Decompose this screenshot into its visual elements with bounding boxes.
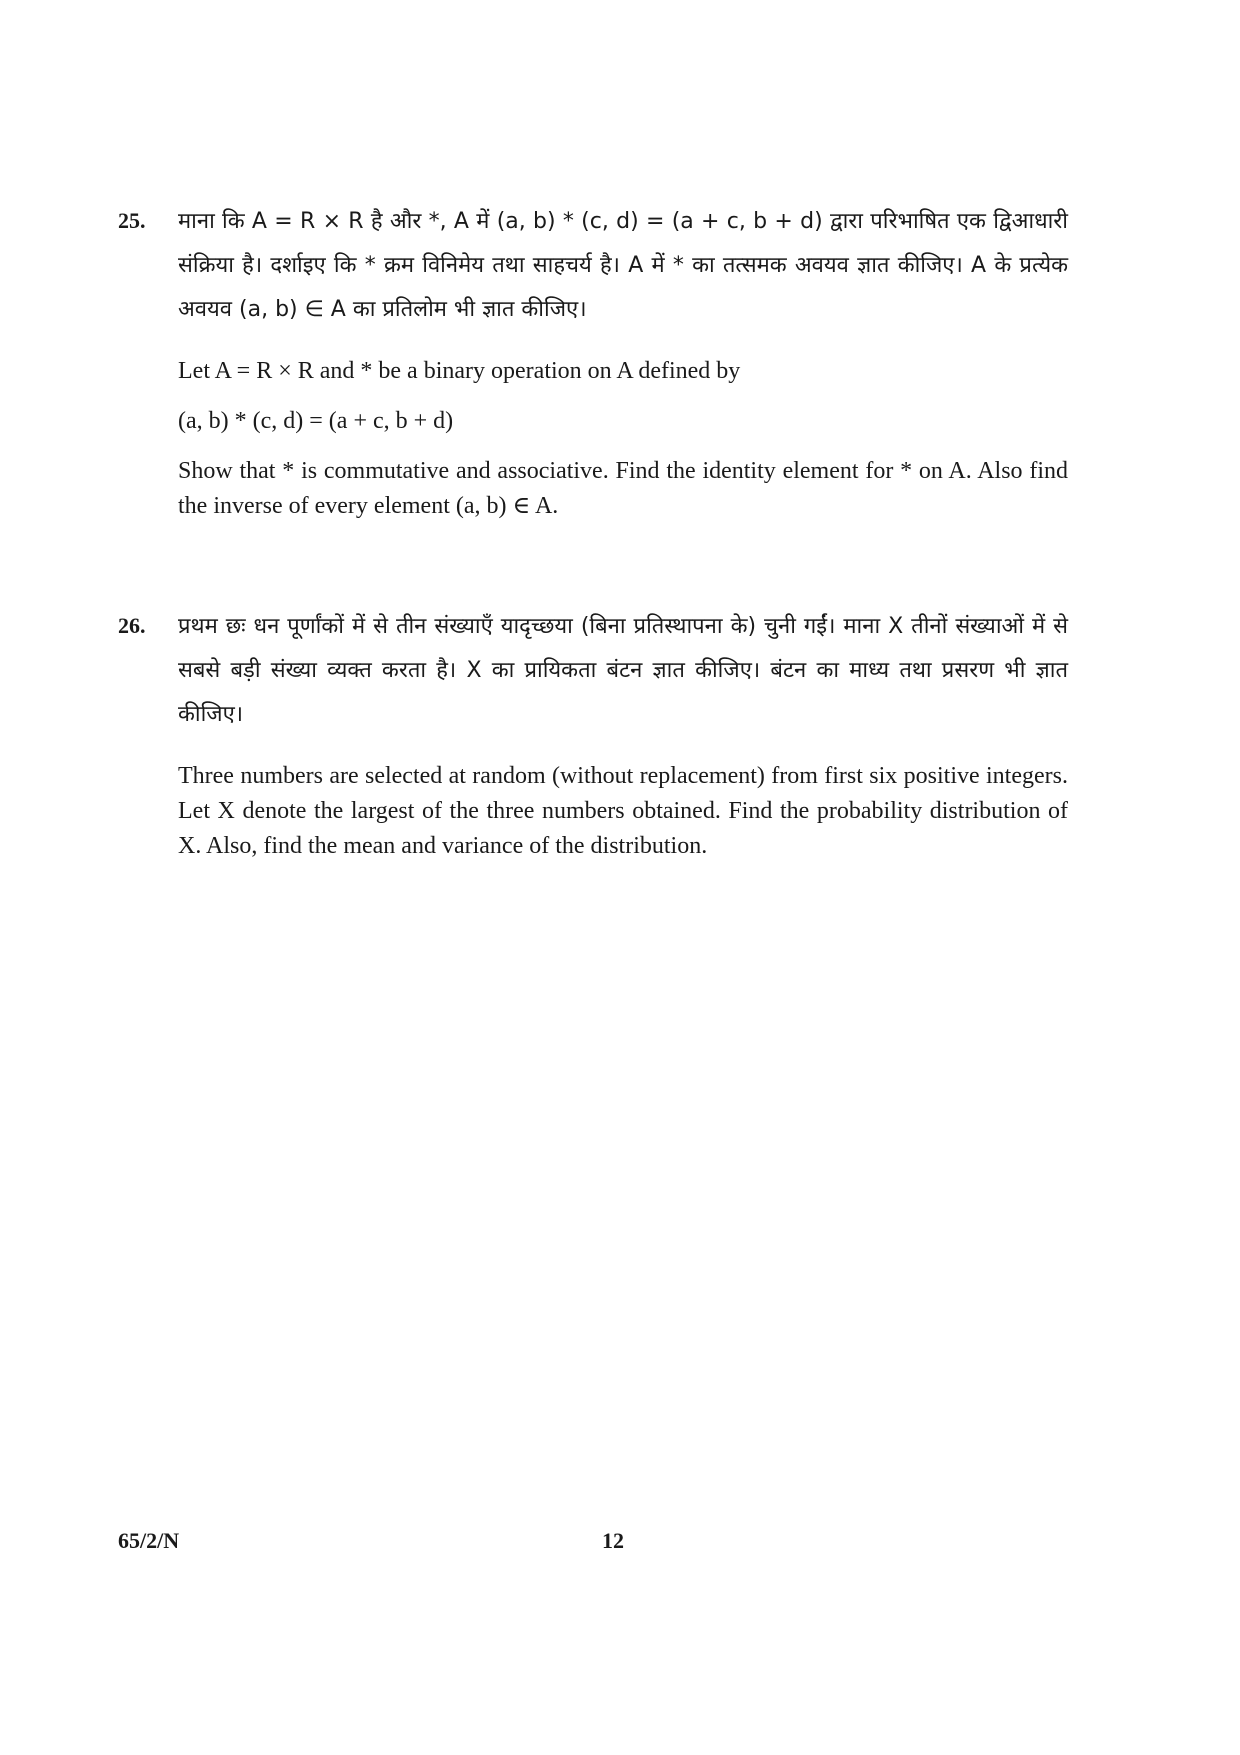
- question-26: [118, 605, 1078, 879]
- question-text-hindi: माना कि A = R × R है और *, A में (a, b) * (c, d) = (a + c, b + d) द्वारा परिभाषित एक द्विआधारी संक्रिया है। दर्शाइए कि * क्रम विनिमेय तथा साहचर्य है। A में * का तत्समक अवयव ज्ञात कीजिए। A के प्रत्येक अवयव (a, b) ∈ A का प्रतिलोम भी ज्ञात कीजिए।: [178, 209, 1068, 322]
- question-body: [178, 200, 1068, 524]
- question-text-english: Three numbers are selected at random (without replacement) from first six positive integers. Let X denote the largest of the three numbers obtained. Find the probability distribution of X. Also, find the mean and variance of the distribution.: [178, 763, 1068, 859]
- paper-code: 65/2/N: [118, 1528, 180, 1553]
- question-number: 25.: [118, 208, 146, 233]
- operation-definition: (a, b) * (c, d) = (a + c, b + d): [178, 408, 454, 434]
- question-text-hindi: प्रथम छः धन पूर्णांकों में से तीन संख्याएँ यादृच्छया (बिना प्रतिस्थापना के) चुनी गईं। माना X तीनों संख्याओं में से सबसे बड़ी संख्या व्यक्त करता है। X का प्रायिकता बंटन ज्ञात कीजिए। बंटन का माध्य तथा प्रसरण भी ज्ञात कीजिए।: [178, 614, 1068, 727]
- question-25: [118, 200, 1078, 539]
- question-text-english: Let A = R × R and * be a binary operation on A defined by: [178, 358, 741, 384]
- question-text-english: Show that * is commutative and associative. Find the identity element for * on A. Also find the inverse of every element (a, b) ∈ A.: [178, 458, 1068, 519]
- question-body: [178, 605, 1068, 864]
- question-number: 26.: [118, 613, 146, 638]
- page-number: 12: [602, 1528, 624, 1553]
